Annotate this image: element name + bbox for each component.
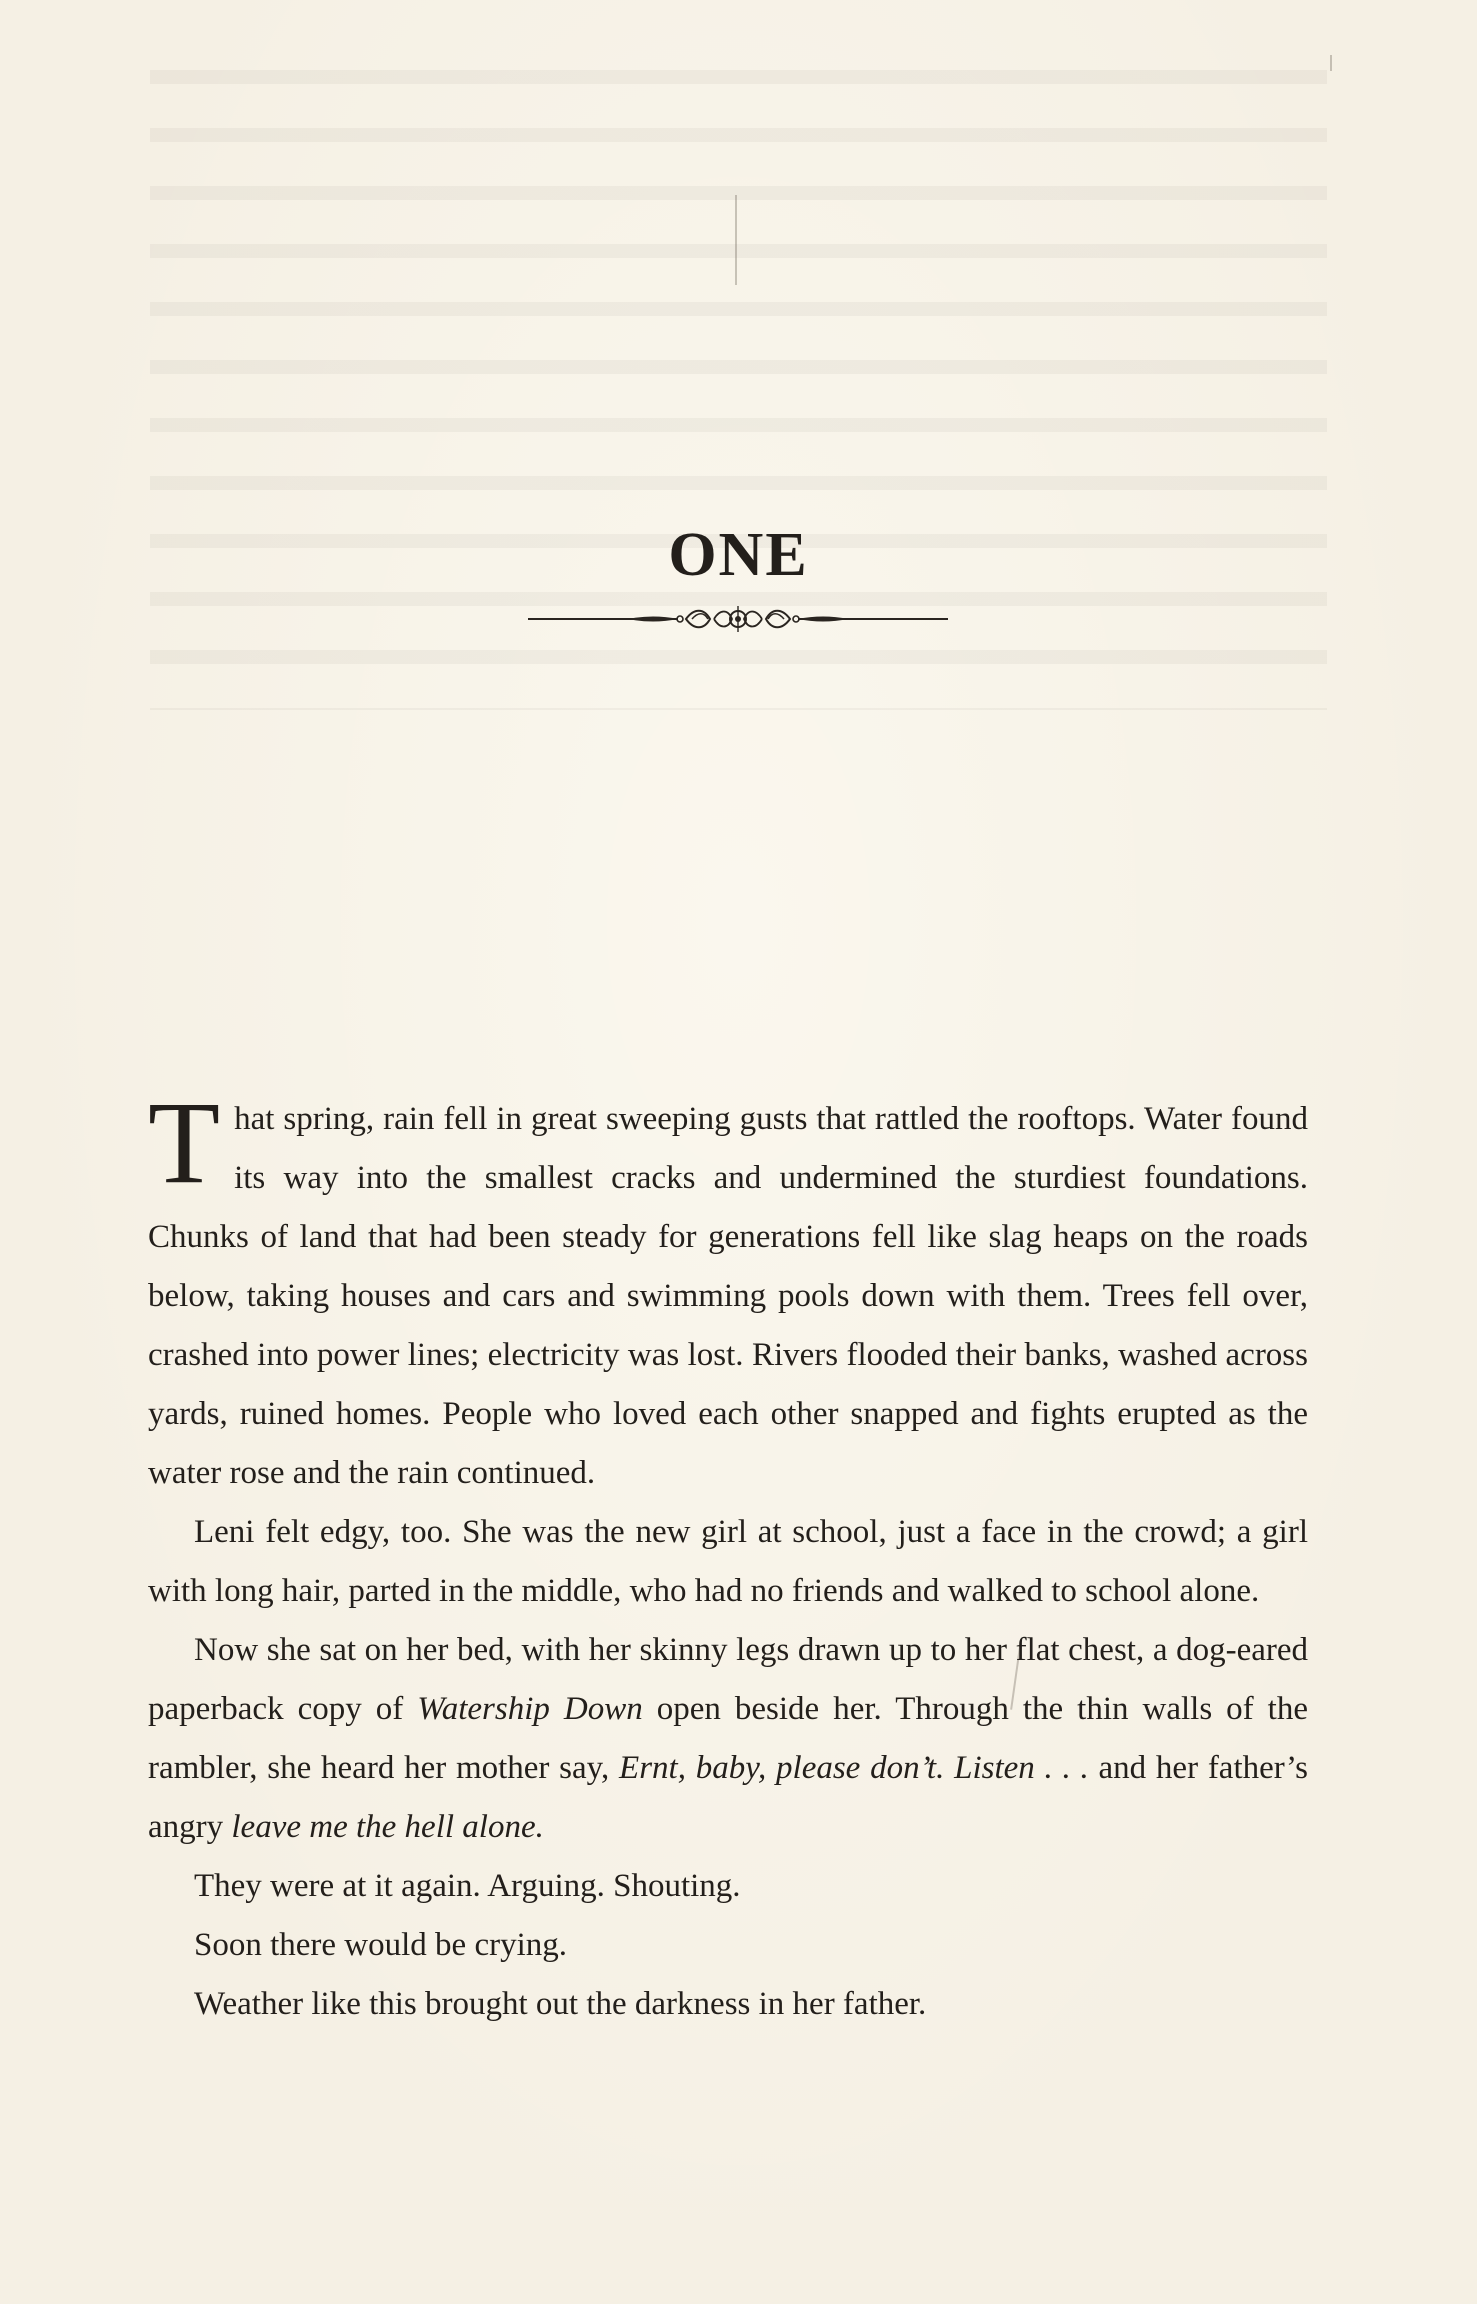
paragraph-3-text-b: open beside her. Through the thin walls of the rambler, she heard her mother say, [148, 1691, 1308, 1786]
paragraph-4: They were at it again. Arguing. Shouting. [194, 1868, 741, 1904]
mother-quote: Ernt, baby, please don’t. Listen . . . [619, 1750, 1089, 1786]
paper-mark [1330, 55, 1332, 71]
paragraph-1 [148, 1077, 1308, 1503]
paragraph-1-text: hat spring, rain fell in great sweeping gusts that rattled the rooftops. Water found its way into the smallest cracks and undermined the sturdiest foundations. Chunks of land that had been steady for generations fell like slag heaps on the roads below, taking houses and cars and swimming pools down with them. Trees fell over, crashed into power lines; electricity was lost. Rivers flooded their banks, washed across yards, ruined homes. People who loved each other snapped and fights erupted as the water rose and the rain continued. [148, 1101, 1308, 1491]
paragraph-6: Weather like this brought out the darkness in her father. [194, 1986, 927, 2022]
paragraph-2: Leni felt edgy, too. She was the new girl at school, just a face in the crowd; a girl with long hair, parted in the middle, who had no friends and walked to school alone. [148, 1514, 1308, 1609]
paragraph-3-text-a: Now she sat on her bed, with her skinny legs drawn up to her flat chest, a dog-eared paperback copy of [148, 1632, 1308, 1727]
paper-mark [735, 195, 737, 285]
paragraph-5: Soon there would be crying. [194, 1927, 568, 1963]
chapter-title: ONE [668, 520, 809, 589]
paragraph-3-text-c: and her father’s angry [148, 1750, 1308, 1845]
flourish-divider-icon [528, 604, 948, 634]
chapter-body [148, 1077, 1308, 2034]
drop-cap: T [148, 1077, 221, 1208]
book-title: Watership Down [417, 1691, 643, 1727]
father-quote: leave me the hell alone. [231, 1809, 544, 1845]
paragraph-3 [148, 1621, 1308, 1857]
